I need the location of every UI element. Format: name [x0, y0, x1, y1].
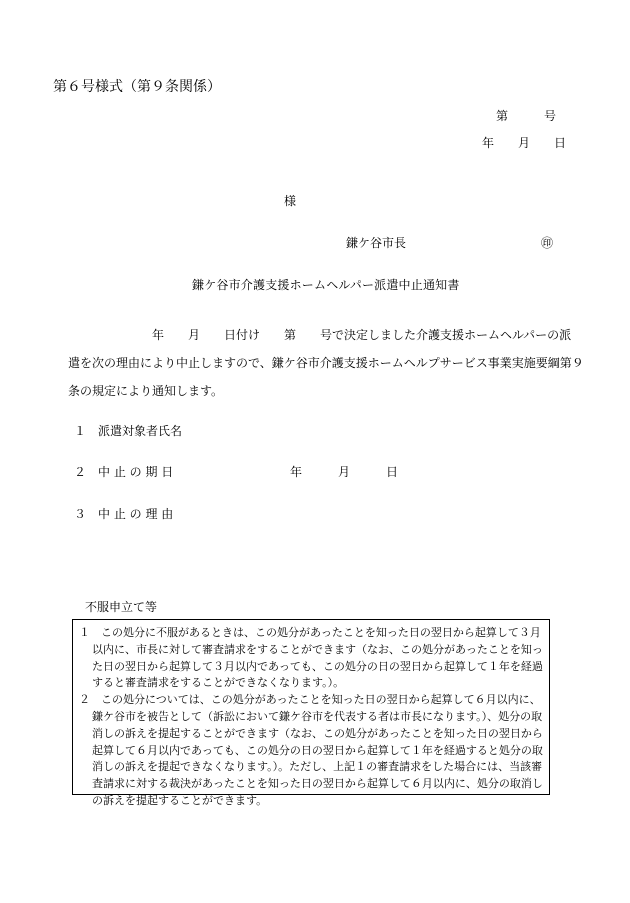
objection-line: の訴えを提起することができます。 — [92, 793, 268, 807]
item-suspension-reason: ３ 中 止 の 理 由 — [74, 507, 174, 521]
addressee-honorific: 様 — [284, 194, 297, 208]
form-number-title: 第６号様式（第９条関係） — [53, 79, 221, 95]
seal-mark: ㊞ — [541, 236, 554, 250]
body-line: 遣を次の理由により中止しますので、鎌ケ谷市介護支援ホームヘルプサービス事業実施要綱第９ — [68, 356, 584, 370]
objection-heading: 不服申立て等 — [85, 600, 158, 614]
objection-line: 消しの訴えを提起できなくなります。）。ただし、上記１の審査請求をした場合には、当該審 — [92, 760, 543, 774]
objection-line: た日の翌日から起算して３月以内であっても、この処分の日の翌日から起算して１年を経過 — [92, 659, 543, 673]
notice-body — [68, 321, 584, 405]
item-suspension-date: ２ 中 止 の 期 日 — [74, 465, 174, 479]
objection-line: 以内に、市長に対して審査請求をすることができます（なお、この処分があったことを知っ — [92, 642, 543, 656]
item-suspension-date-value: 年 月 日 — [290, 465, 399, 479]
objection-line: すると審査請求をすることができなくなります。）。 — [92, 676, 345, 690]
issue-date-field: 年 月 日 — [482, 136, 567, 150]
objection-line: 消しの訴えを提起することができます（なお、この処分があったことを知った日の翌日から — [92, 726, 543, 740]
objection-line: 起算して６月以内であっても、この処分の日の翌日から起算して１年を経過すると処分の取 — [92, 743, 543, 757]
item-recipient-name: １ 派遣対象者氏名 — [74, 424, 183, 438]
objection-line: 査請求に対する裁決があったことを知った日の翌日から起算して６月以内に、処分の取消し — [92, 777, 543, 791]
objection-line: １ この処分に不服があるときは、この処分があったことを知った日の翌日から起算して３月 — [79, 626, 541, 639]
objection-line: ２ この処分については、この処分があったことを知った日の翌日から起算して６月以内に、 — [79, 693, 541, 707]
sender-name: 鎌ケ谷市長 — [346, 236, 407, 250]
objection-box — [72, 619, 550, 807]
document-title: 鎌ケ谷市介護支援ホームヘルパー派遣中止通知書 — [192, 278, 460, 292]
document-number-field: 第 号 — [496, 109, 557, 123]
body-line: 年 月 日付け 第 号で決定しました介護支援ホームヘルパーの派 — [68, 328, 572, 342]
body-line: 条の規定により通知します。 — [68, 384, 224, 398]
objection-line: 鎌ケ谷市を被告として（訴訟において鎌ケ谷市を代表する者は市長になります。）、処分の取 — [92, 709, 543, 723]
